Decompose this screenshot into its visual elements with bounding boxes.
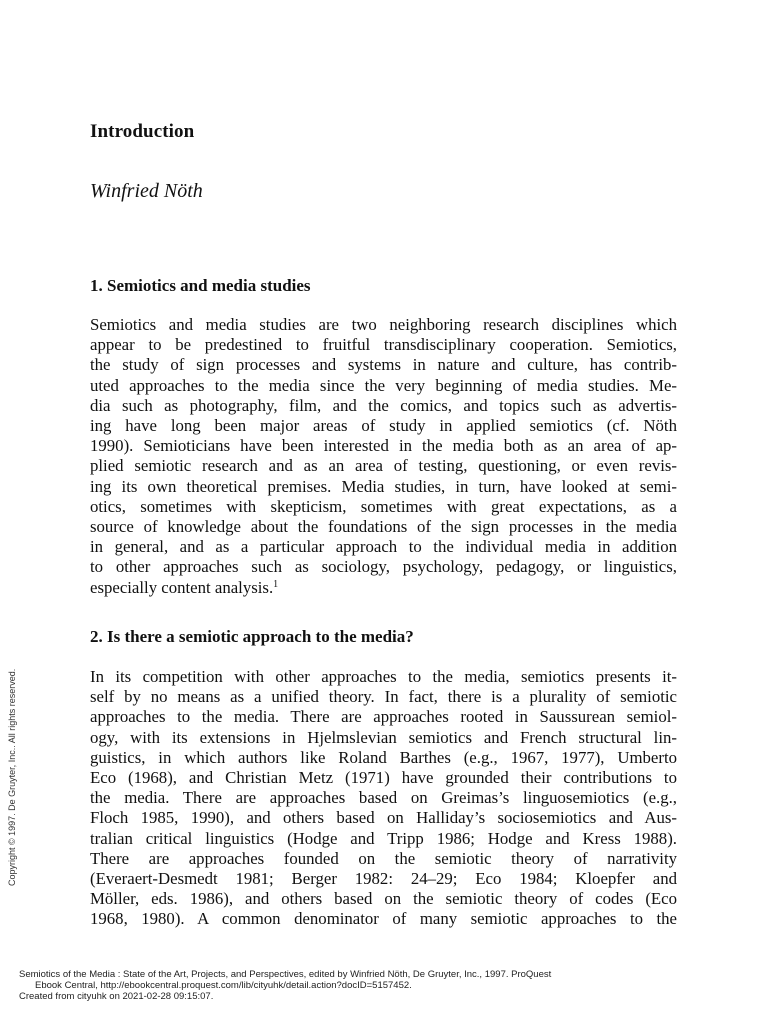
citation-footer [19,969,551,1002]
paragraph-line: otics, sometimes with skepticism, sometimes with great expectations, as a [90,496,677,516]
paragraph-line: Möller, eds. 1986), and others based on the semiotic theory of codes (Eco [90,889,677,909]
paragraph-line: tralian critical linguistics (Hodge and Tripp 1986; Hodge and Kress 1988). [90,828,677,848]
copyright-margin-note: Copyright © 1997. De Gruyter, Inc.. All rights reserved. [7,668,17,886]
paragraph-line: to other approaches such as sociology, psychology, pedagogy, or linguistics, [90,557,677,577]
paragraph-line: dia such as photography, film, and the comics, and topics such as advertis- [90,395,677,415]
paragraph-last-line [90,578,677,598]
paragraph-line: the study of sign processes and systems in nature and culture, has contrib- [90,355,677,375]
paragraph-line: 1968, 1980). A common denominator of many semiotic approaches to the [90,909,677,929]
chapter-title: Introduction [90,121,195,142]
paragraph-line: (Everaert-Desmedt 1981; Berger 1982: 24–29; Eco 1984; Kloepfer and [90,869,677,889]
paragraph-line: ogy, with its extensions in Hjelmslevian semiotics and French structural lin- [90,727,677,747]
citation-line-2[interactable]: Ebook Central, http://ebookcentral.proquest.com/lib/cityuhk/detail.action?docID=5157452. [35,980,412,991]
paragraph-line: self by no means as a unified theory. In fact, there is a plurality of semiotic [90,687,677,707]
paragraph-line: uted approaches to the media since the very beginning of media studies. Me- [90,375,677,395]
section-heading-2: 2. Is there a semiotic approach to the media? [90,627,414,646]
paragraph-line: There are approaches founded on the semiotic theory of narrativity [90,848,677,868]
section-heading-1: 1. Semiotics and media studies [90,276,311,295]
paragraph-line: appear to be predestined to fruitful transdisciplinary cooperation. Semiotics, [90,335,677,355]
paragraph-line: Semiotics and media studies are two neighboring research disciplines which [90,315,677,334]
author-name: Winfried Nöth [90,180,203,202]
footnote-marker[interactable]: 1 [273,578,279,590]
section-1-paragraph [90,315,677,598]
paragraph-line: plied semiotic research and as an area of testing, questioning, or even revis- [90,456,677,476]
paragraph-line: approaches to the media. There are approaches rooted in Saussurean semiol- [90,707,677,727]
paragraph-line: guistics, in which authors like Roland Barthes (e.g., 1967, 1977), Umberto [90,747,677,767]
paragraph-line-text: especially content analysis. [90,577,274,597]
citation-line-3: Created from cityuhk on 2021-02-28 09:15:07. [19,991,214,1002]
paragraph-line: Floch 1985, 1990), and others based on Halliday’s sociosemiotics and Aus- [90,808,677,828]
citation-line-1: Semiotics of the Media : State of the Art, Projects, and Perspectives, edited by Winfried Nöth, De Gruyter, Inc., 1997. ProQuest [19,969,552,980]
paragraph-line: the media. There are approaches based on Greimas’s linguosemiotics (e.g., [90,788,677,808]
section-2-paragraph [90,667,677,930]
paragraph-line: ing have long been major areas of study in applied semiotics (cf. Nöth [90,416,677,436]
paragraph-line: In its competition with other approaches to the media, semiotics presents it- [90,667,677,686]
paragraph-line: source of knowledge about the foundations of the sign processes in the media [90,517,677,537]
paragraph-line: 1990). Semioticians have been interested in the media both as an area of ap- [90,436,677,456]
paragraph-line: ing its own theoretical premises. Media studies, in turn, have looked at semi- [90,476,677,496]
paragraph-line: in general, and as a particular approach to the individual media in addition [90,537,677,557]
paragraph-line: Eco (1968), and Christian Metz (1971) have grounded their contributions to [90,768,677,788]
